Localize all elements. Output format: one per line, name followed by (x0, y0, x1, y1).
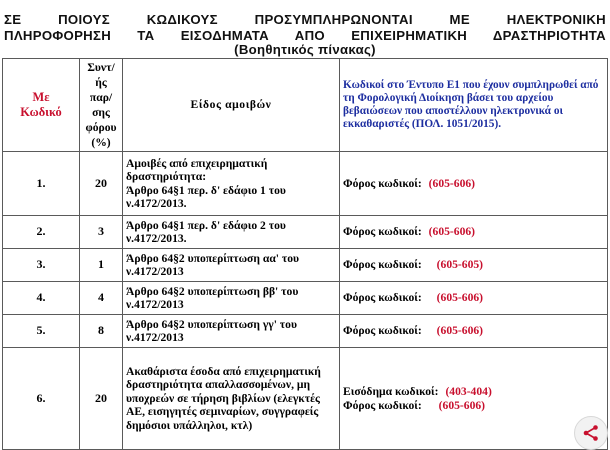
table-row (3, 315, 608, 348)
table-row (3, 152, 608, 216)
codes-value: (605-606) (436, 324, 484, 338)
income-codes-value: (403-404) (445, 385, 492, 399)
codes-value: (605-605) (436, 258, 484, 272)
row-tax-rate: 8 (80, 315, 123, 348)
row-e1-codes (340, 249, 608, 282)
header-e1-codes: Κωδικοί στο Έντυπο Ε1 που έχουν συμπληρωθεί από τη Φορολογική Διοίκηση βάσει του αρχείου βεβαιώσεων που αποστέλλουν ηλεκτρονικά οι εκκαθαριστές (ΠΟΛ. 1051/2015). (340, 59, 608, 152)
row-description: Αμοιβές από επιχειρηματική δραστηριότητα: Άρθρο 64§1 περ. δ' εδάφιο 1 του ν.4172/2013. (123, 152, 340, 216)
row-tax-rate: 3 (80, 216, 123, 249)
table-row (3, 249, 608, 282)
income-codes-label: Εισόδημα κωδικοί: (343, 385, 439, 399)
row-e1-codes (340, 152, 608, 216)
share-button[interactable] (574, 416, 608, 450)
header-code: Με Κωδικό (3, 59, 80, 152)
row-code: 1. (3, 152, 80, 216)
codes-value: (605-606) (438, 398, 486, 412)
codes-label: Φόρος κωδικοί: (343, 258, 422, 272)
row-tax-rate: 20 (80, 152, 123, 216)
row-tax-rate: 1 (80, 249, 123, 282)
row-description: Άρθρο 64§2 υποπερίπτωση ββ' του ν.4172/2013 (123, 282, 340, 315)
row-description: Άρθρο 64§1 περ. δ' εδάφιο 2 του ν.4172/2013. (123, 216, 340, 249)
header-tax-rate: Συντ/ής παρ/σης φόρου (%) (80, 59, 123, 152)
row-description: Άρθρο 64§2 υποπερίπτωση αα' του ν.4172/2013 (123, 249, 340, 282)
codes-label: Φόρος κωδικοί: (343, 291, 422, 305)
row-e1-codes (340, 315, 608, 348)
codes-label: Φόρος κωδικοί: (343, 324, 422, 338)
row-e1-codes (340, 216, 608, 249)
row-code: 6. (3, 348, 80, 450)
title-line-2: ΠΛΗΡΟΦΟΡΗΣΗ ΤΑ ΕΙΣΟΔΗΜΑΤΑ ΑΠΟ ΕΠΙΧΕΙΡΗΜΑΤΙΚΗ ΔΡΑΣΤΗΡΙΟΤΗΤΑ (4, 28, 606, 43)
title-subtitle: (Βοηθητικός πίνακας) (234, 42, 376, 57)
table-row (3, 282, 608, 315)
row-code: 3. (3, 249, 80, 282)
document-title (0, 0, 610, 60)
codes-label: Φόρος κωδικοί: (343, 225, 422, 239)
row-code: 2. (3, 216, 80, 249)
row-tax-rate: 20 (80, 348, 123, 450)
row-e1-codes (340, 348, 608, 450)
row-description: Άρθρο 64§2 υποπερίπτωση γγ' του ν.4172/2013 (123, 315, 340, 348)
row-code: 4. (3, 282, 80, 315)
share-icon (582, 424, 600, 442)
row-description: Ακαθάριστα έσοδα από επιχειρηματική δραστηριότητα απαλλασσομένων, μη υποχρεών σε τήρηση βιβλίων (ελεγκτές ΑΕ, εισηγητές σεμιναρίων, συγγραφείς δημόσιοι υπάλληλοι, κτλ) (123, 348, 340, 450)
table-header-row (3, 59, 608, 152)
codes-label: Φόρος κωδικοί: (343, 398, 422, 412)
codes-table (2, 58, 608, 450)
codes-value: (605-606) (428, 176, 476, 190)
row-e1-codes (340, 282, 608, 315)
row-tax-rate: 4 (80, 282, 123, 315)
codes-value: (605-606) (428, 225, 476, 239)
table-row (3, 348, 608, 450)
header-fee-type: Είδος αμοιβών (123, 59, 340, 152)
codes-value: (605-606) (436, 291, 484, 305)
title-line-1: ΣΕ ΠΟΙΟΥΣ ΚΩΔΙΚΟΥΣ ΠΡΟΣΥΜΠΛΗΡΩΝΟΝΤΑΙ ΜΕ ΗΛΕΚΤΡΟΝΙΚΗ (4, 12, 606, 27)
codes-label: Φόρος κωδικοί: (343, 176, 422, 190)
table-row (3, 216, 608, 249)
row-code: 5. (3, 315, 80, 348)
